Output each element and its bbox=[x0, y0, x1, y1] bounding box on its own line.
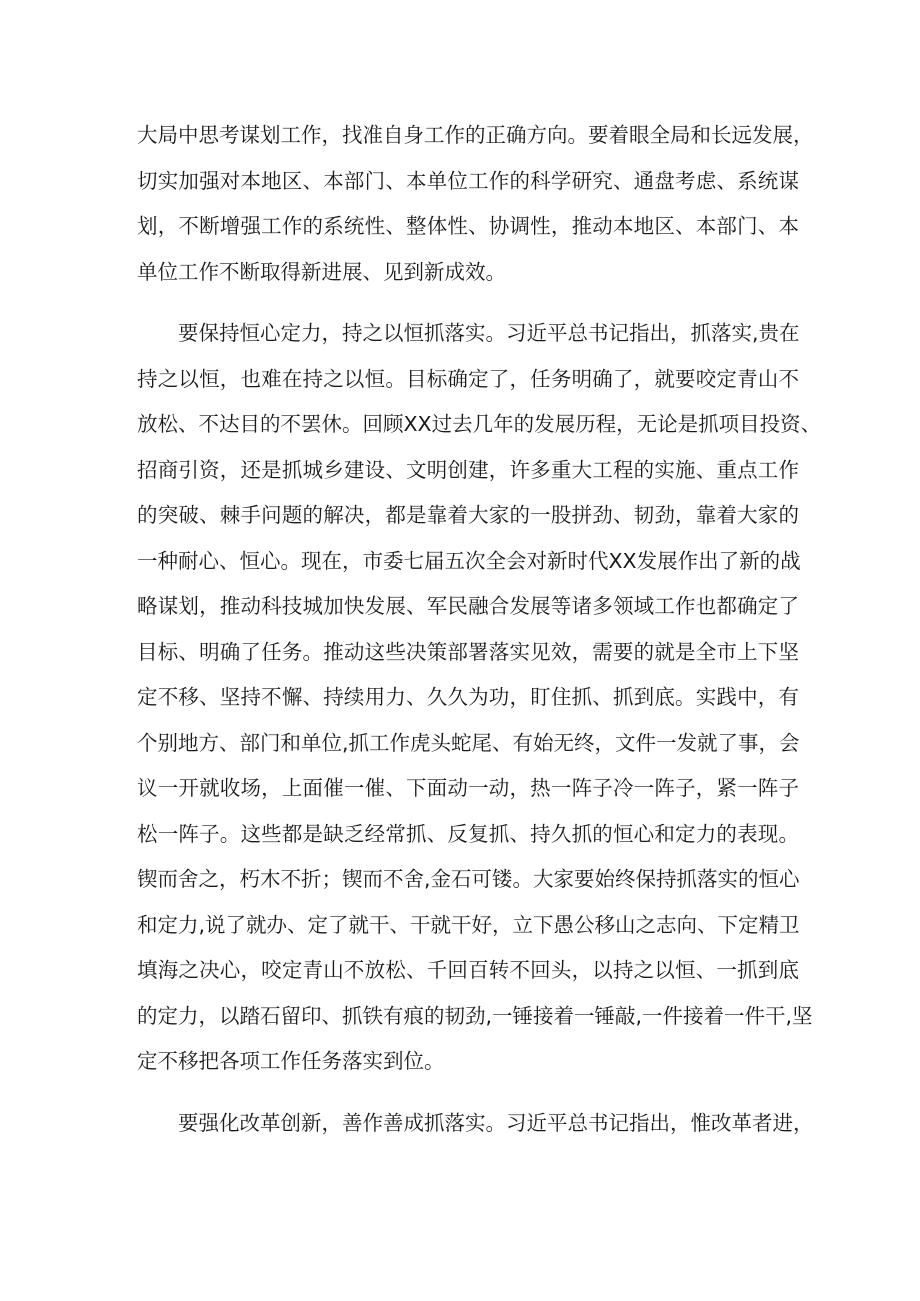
text-line: 个别地方、部门和单位,抓工作虎头蛇尾、有始无终，文件一发就了事，会 bbox=[137, 730, 800, 755]
text-line: 略谋划，推动科技城加快发展、军民融合发展等诸多领域工作也都确定了 bbox=[137, 594, 799, 618]
text-line: 大局中思考谋划工作，找准自身工作的正确方向。要着眼全局和长远发展， bbox=[137, 123, 814, 147]
text-line: 一种耐心、恒心。现在，市委七届五次全会对新时代XX发展作出了新的战 bbox=[137, 548, 801, 573]
text-line: 放松、不达目的不罢休。回顾XX过去几年的发展历程，无论是抓项目投资、 bbox=[137, 412, 822, 436]
text-line: 要强化改革创新，善作善成抓落实。习近平总书记指出，惟改革者进， bbox=[178, 1110, 814, 1135]
paragraph-spacer bbox=[137, 295, 799, 311]
text-line: 锲而舍之，朽木不折；锲而不舍,金石可镂。大家要始终保持抓落实的恒心 bbox=[137, 867, 800, 891]
paragraph-3 bbox=[137, 1101, 814, 1147]
text-line: 要保持恒心定力，持之以恒抓落实。习近平总书记指出，抓落实,贵在 bbox=[178, 321, 800, 345]
paragraph-spacer bbox=[137, 1085, 799, 1101]
text-line: 的定力，以踏石留印、抓铁有痕的韧劲,一锤接着一锤敲,一件接着一件干,坚 bbox=[137, 1003, 813, 1028]
text-line: 议一开就收场，上面催一催、下面动一动，热一阵子冷一阵子，紧一阵子 bbox=[137, 776, 799, 800]
text-line: 定不移把各项工作任务落实到位。 bbox=[137, 1049, 445, 1073]
text-line: 持之以恒，也难在持之以恒。目标确定了，任务明确了，就要咬定青山不 bbox=[137, 366, 799, 391]
text-line: 切实加强对本地区、本部门、本单位工作的科学研究、通盘考虑、系统谋 bbox=[137, 168, 799, 193]
text-line: 填海之决心，咬定青山不放松、千回百转不回头，以持之以恒、一抓到底 bbox=[137, 958, 799, 982]
text-line: 划，不断增强工作的系统性、整体性、协调性，推动本地区、本部门、本 bbox=[137, 214, 799, 238]
text-line: 松一阵子。这些都是缺乏经常抓、反复抓、持久抓的恒心和定力的表现。 bbox=[137, 821, 799, 846]
text-line: 定不移、坚持不懈、持续用力、久久为功，盯住抓、抓到底。实践中，有 bbox=[137, 685, 799, 709]
text-line: 单位工作不断取得新进展、见到新成效。 bbox=[137, 259, 506, 284]
text-line: 目标、明确了任务。推动这些决策部署落实见效，需要的就是全市上下坚 bbox=[137, 639, 799, 664]
text-line: 招商引资，还是抓城乡建设、文明创建，许多重大工程的实施、重点工作 bbox=[137, 457, 799, 482]
text-line: 的突破、棘手问题的解决，都是靠着大家的一股拼劲、韧劲，靠着大家的 bbox=[137, 503, 799, 527]
text-line: 和定力,说了就办、定了就干、干就干好，立下愚公移山之志向、下定精卫 bbox=[137, 912, 800, 937]
paragraph-2 bbox=[137, 311, 822, 1085]
paragraph-1 bbox=[137, 113, 814, 295]
document-body bbox=[137, 113, 822, 1146]
